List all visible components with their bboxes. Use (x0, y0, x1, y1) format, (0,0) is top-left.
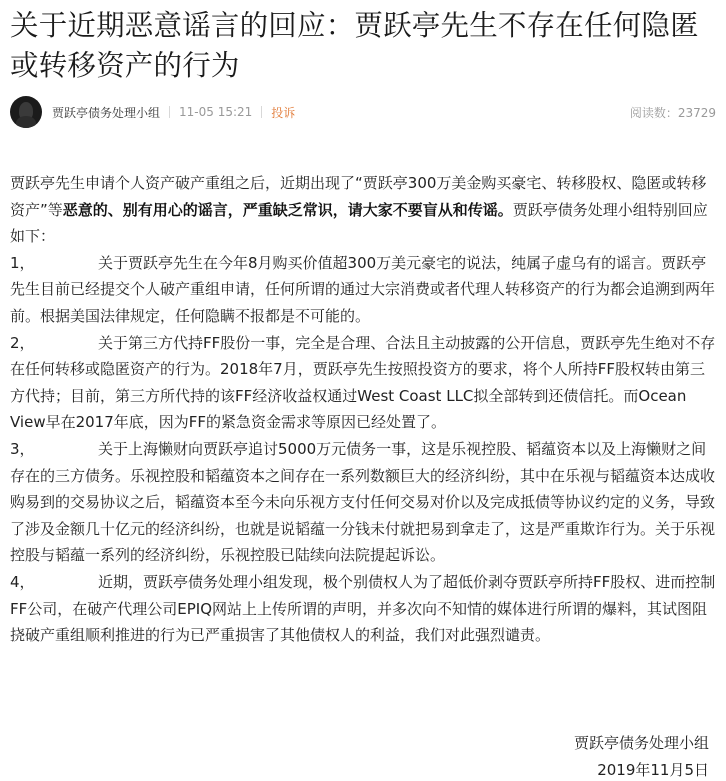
list-item (10, 250, 716, 330)
item-text: 近期，贾跃亭债务处理小组发现，极个别债权人为了超低价剥夺贾跃亭所持FF股权、进而控制FF公司，在破产代理公司EPIQ网站上上传所谓的声明，并多次向不知情的媒体进行所谓的爆料，其试图阻挠破产重组顺利推进的行为已严重损害了其他债权人的利益，我们对此强烈谴责。 (10, 572, 716, 645)
item-number: 2， (10, 333, 35, 352)
list-item (10, 330, 716, 436)
intro-paragraph (10, 170, 716, 250)
item-text: 关于第三方代持FF股份一事，完全是合理、合法且主动披露的公开信息，贾跃亭先生绝对不存在任何转移或隐匿资产的行为。2018年7月，贾跃亭先生按照投资方的要求，将个人所持FF股权转由第三方代持；目前，第三方所代持的该FF经济收益权通过West Coast LLC拟全部转到还债信托。而Ocean View早在2017年底，因为FF的紧急资金需求等原因已经处置了。 (10, 333, 716, 432)
item-number: 3， (10, 439, 35, 458)
intro-text-b: 贾跃亭债务处理小组特别回应如下： (10, 200, 708, 246)
publish-time: 11-05 15:21 (179, 105, 253, 119)
author-avatar[interactable] (10, 96, 42, 128)
item-number: 4， (10, 572, 35, 591)
article-body (10, 170, 716, 649)
intro-text-a: 贾跃亭先生申请个人资产破产重组之后，近期出现了“贾跃亭300万美金购买豪宅、转移股权、隐匿或转移资产”等 (10, 174, 707, 219)
meta-divider (169, 106, 170, 118)
article-title: 关于近期恶意谣言的回应：贾跃亭先生不存在任何隐匿或转移资产的行为 (10, 9, 699, 82)
item-text: 关于贾跃亭先生在今年8月购买价值超300万美元豪宅的说法，纯属子虚乌有的谣言。贾跃亭先生目前已经提交个人破产重组申请，任何所谓的通过大宗消费或者代理人转移资产的行为都会追溯到两年前。根据美国法律规定，任何隐瞒不报都是不可能的。 (10, 253, 716, 325)
author-name[interactable]: 贾跃亭债务处理小组 (52, 105, 161, 120)
list-item (10, 436, 716, 569)
intro-bold: 恶意的、别有用心的谣言，严重缺乏常识，请大家不要盲从和传谣。 (62, 200, 513, 219)
list-item (10, 569, 716, 649)
report-link[interactable]: 投诉 (271, 105, 296, 120)
signature: 贾跃亭债务处理小组 (573, 734, 709, 752)
read-count: 阅读数：23729 (629, 105, 716, 120)
article-meta (10, 96, 716, 128)
item-number: 1， (10, 253, 35, 272)
signature-date: 2019年11月5日 (597, 761, 709, 779)
item-text: 关于上海懒财向贾跃亭追讨5000万元债务一事，这是乐视控股、韬蕴资本以及上海懒财之间存在的三方债务。乐视控股和韬蕴资本之间存在一系列数额巨大的经济纠纷，其中在乐视与韬蕴资本达成收购易到的交易协议之后，韬蕴资本至今未向乐视方支付任何交易对价以及完成抵债等协议约定的义务，导致了涉及金额几十亿元的经济纠纷，也就是说韬蕴一分钱未付就把易到拿走了，这是严重欺诈行为。关于乐视控股与韬蕴一系列的经济纠纷，乐视控股已陆续向法院提起诉讼。 (10, 439, 716, 565)
meta-divider (261, 106, 262, 118)
